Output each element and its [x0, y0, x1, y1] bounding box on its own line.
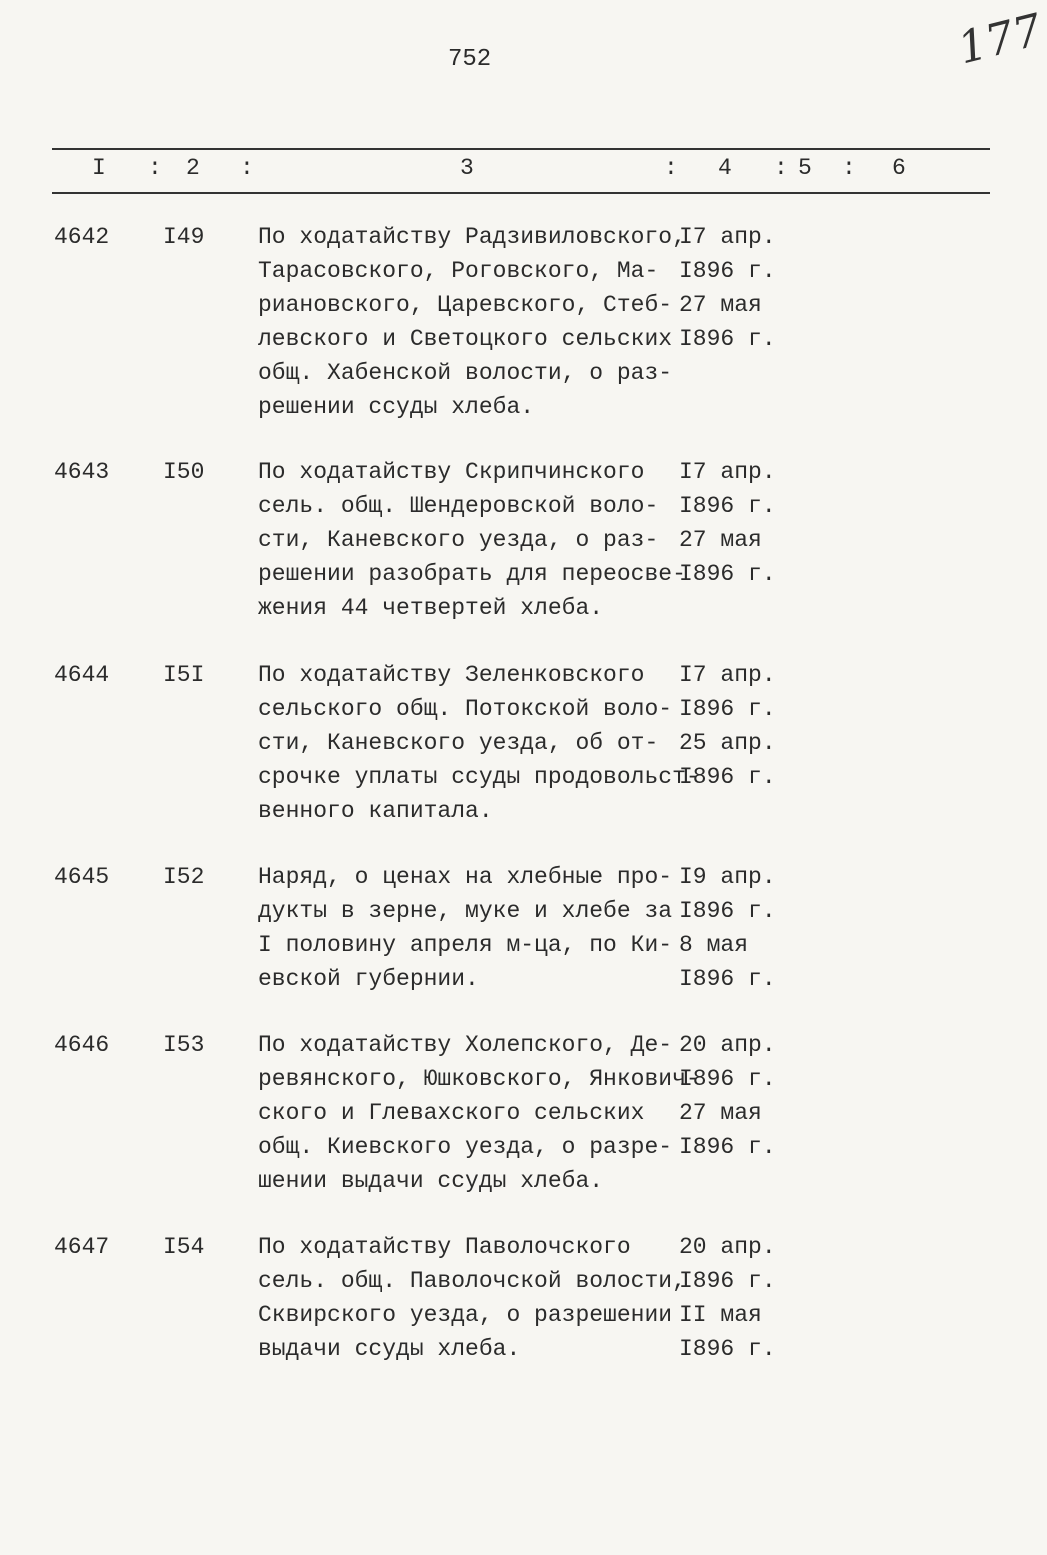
date-line: I896 г.	[679, 764, 776, 790]
date-line: I7 апр.	[679, 224, 776, 250]
description-line: По ходатайству Паволочского	[258, 1234, 631, 1260]
inventory-number: 4647	[54, 1234, 110, 1260]
description-line: По ходатайству Скрипчинского	[258, 459, 645, 485]
date-line: I896 г.	[679, 258, 776, 284]
column-separator: :	[774, 155, 788, 181]
column-header-1: I	[92, 155, 106, 181]
description-line: сель. общ. Паволочской волости,	[258, 1268, 686, 1294]
description-line: выдачи ссуды хлеба.	[258, 1336, 521, 1362]
description-line: дукты в зерне, муке и хлебе за	[258, 898, 673, 924]
file-number: I52	[163, 864, 205, 890]
column-header-6: 6	[892, 155, 906, 181]
date-line: I896 г.	[679, 1134, 776, 1160]
description-line: жения 44 четвертей хлеба.	[258, 595, 604, 621]
description-line: По ходатайству Зеленковского	[258, 662, 645, 688]
description-line: сель. общ. Шендеровской воло-	[258, 493, 659, 519]
column-header-5: 5	[798, 155, 812, 181]
description-line: риановского, Царевского, Стеб-	[258, 292, 673, 318]
description-line: решении разобрать для переосве-	[258, 561, 686, 587]
description-line: сельского общ. Потокской воло-	[258, 696, 673, 722]
column-header-2: 2	[186, 155, 200, 181]
date-line: I896 г.	[679, 898, 776, 924]
description-line: По ходатайству Радзивиловского,	[258, 224, 686, 250]
date-line: 20 апр.	[679, 1234, 776, 1260]
date-line: 8 мая	[679, 932, 749, 958]
inventory-number: 4644	[54, 662, 110, 688]
file-number: I5I	[163, 662, 205, 688]
description-line: Тарасовского, Роговского, Ма-	[258, 258, 659, 284]
entry-description	[258, 455, 686, 625]
column-separator: :	[842, 155, 856, 181]
entry-description	[258, 1230, 686, 1366]
date-line: I896 г.	[679, 966, 776, 992]
entry-dates	[679, 658, 819, 794]
entry-description	[258, 658, 700, 828]
description-line: сти, Каневского уезда, об от-	[258, 730, 659, 756]
file-number: I49	[163, 224, 205, 250]
date-line: I896 г.	[679, 1066, 776, 1092]
column-header-4: 4	[718, 155, 732, 181]
date-line: 27 мая	[679, 1100, 762, 1126]
description-line: По ходатайству Холепского, Де-	[258, 1032, 673, 1058]
date-line: I7 апр.	[679, 459, 776, 485]
date-line: I896 г.	[679, 561, 776, 587]
entry-description	[258, 1028, 700, 1198]
description-line: I половину апреля м-ца, по Ки-	[258, 932, 673, 958]
entry-dates	[679, 1028, 819, 1164]
description-line: левского и Светоцкого сельских	[258, 326, 673, 352]
entry-dates	[679, 455, 819, 591]
page-number: 752	[448, 46, 492, 73]
description-line: общ. Киевского уезда, о разре-	[258, 1134, 673, 1160]
entry-dates	[679, 220, 819, 356]
date-line: I896 г.	[679, 326, 776, 352]
column-header	[0, 155, 1024, 187]
inventory-number: 4646	[54, 1032, 110, 1058]
date-line: 25 апр.	[679, 730, 776, 756]
entry-dates	[679, 860, 819, 996]
file-number: I53	[163, 1032, 205, 1058]
date-line: I9 апр.	[679, 864, 776, 890]
inventory-number: 4643	[54, 459, 110, 485]
description-line: шении выдачи ссуды хлеба.	[258, 1168, 604, 1194]
inventory-number: 4642	[54, 224, 110, 250]
date-line: I896 г.	[679, 493, 776, 519]
entry-description	[258, 220, 686, 424]
date-line: II мая	[679, 1302, 762, 1328]
inventory-number: 4645	[54, 864, 110, 890]
description-line: ского и Глевахского сельских	[258, 1100, 645, 1126]
date-line: 20 апр.	[679, 1032, 776, 1058]
description-line: венного капитала.	[258, 798, 493, 824]
date-line: I896 г.	[679, 696, 776, 722]
date-line: 27 мая	[679, 527, 762, 553]
description-line: решении ссуды хлеба.	[258, 394, 535, 420]
file-number: I50	[163, 459, 205, 485]
date-line: I7 апр.	[679, 662, 776, 688]
description-line: ревянского, Юшковского, Янкович-	[258, 1066, 700, 1092]
column-header-3: 3	[460, 155, 474, 181]
description-line: Сквирского уезда, о разрешении	[258, 1302, 673, 1328]
column-separator: :	[240, 155, 254, 181]
folio-handwritten-number: 177	[953, 4, 1047, 75]
date-line: I896 г.	[679, 1336, 776, 1362]
entry-dates	[679, 1230, 819, 1366]
column-separator: :	[664, 155, 678, 181]
description-line: сти, Каневского уезда, о раз-	[258, 527, 659, 553]
description-line: срочке уплаты ссуды продовольст-	[258, 764, 700, 790]
header-rule-top	[52, 148, 990, 150]
description-line: общ. Хабенской волости, о раз-	[258, 360, 673, 386]
column-separator: :	[148, 155, 162, 181]
date-line: 27 мая	[679, 292, 762, 318]
header-rule-bottom	[52, 192, 990, 194]
date-line: I896 г.	[679, 1268, 776, 1294]
entry-description	[258, 860, 678, 996]
file-number: I54	[163, 1234, 205, 1260]
description-line: Наряд, о ценах на хлебные про-	[258, 864, 673, 890]
description-line: евской губернии.	[258, 966, 479, 992]
